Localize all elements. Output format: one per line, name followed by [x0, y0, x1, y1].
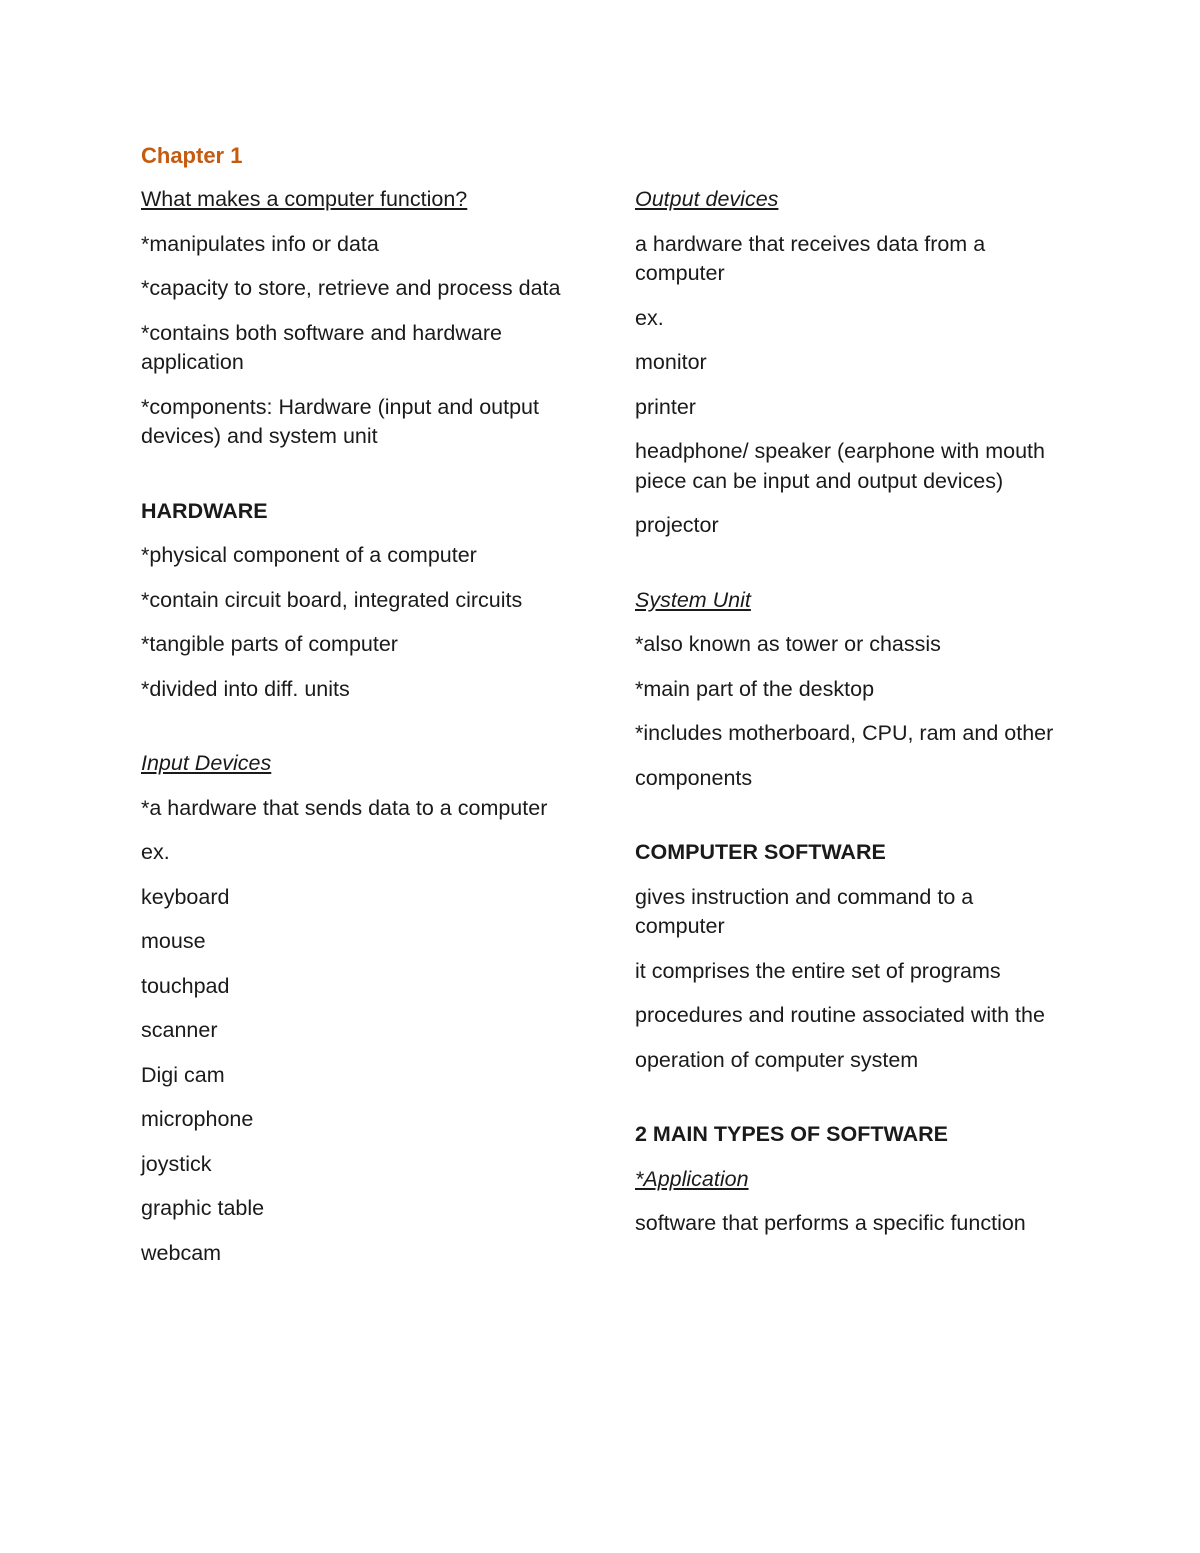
input-devices-subheading: Input Devices	[141, 751, 272, 775]
list-item: printer	[635, 394, 696, 419]
chapter-title: Chapter 1	[141, 143, 243, 168]
list-item: scanner	[141, 1018, 218, 1042]
left-column	[141, 185, 571, 1268]
bullet-item: *contains both software and hardware application	[141, 320, 502, 374]
list-item: microphone	[141, 1107, 254, 1131]
list-item: headphone/ speaker (earphone with mouth piece can be input and output devices)	[635, 439, 1045, 493]
software-types-heading: 2 MAIN TYPES OF SOFTWARE	[635, 1122, 948, 1146]
bullet-item: *components: Hardware (input and output devices) and system unit	[141, 394, 539, 448]
list-item: touchpad	[141, 973, 230, 998]
list-item: operation of computer system	[635, 1047, 919, 1072]
list-item: a hardware that receives data from a computer	[635, 231, 986, 285]
output-devices-subheading: Output devices	[635, 187, 779, 211]
bullet-item: *tangible parts of computer	[141, 632, 398, 656]
list-item: graphic table	[141, 1196, 265, 1220]
application-subheading: *Application	[635, 1166, 749, 1191]
list-item: software that performs a specific function	[635, 1211, 1026, 1235]
list-item: ex.	[141, 840, 170, 864]
computer-software-heading: COMPUTER SOFTWARE	[635, 840, 886, 864]
list-item: it comprises the entire set of programs	[635, 958, 1001, 983]
question-heading: What makes a computer function?	[141, 187, 468, 211]
list-item: ex.	[635, 305, 664, 330]
bullet-item: *divided into diff. units	[141, 676, 350, 701]
right-column	[635, 185, 1055, 1239]
system-unit-subheading: System Unit	[635, 587, 751, 612]
list-item: joystick	[141, 1151, 212, 1176]
list-item: keyboard	[141, 884, 230, 909]
list-item: webcam	[141, 1240, 222, 1265]
bullet-item: *manipulates info or data	[141, 231, 379, 256]
list-item: components	[635, 765, 753, 790]
bullet-item: *contain circuit board, integrated circuits	[141, 587, 523, 612]
list-item: procedures and routine associated with the	[635, 1003, 1045, 1027]
bullet-item: *also known as tower or chassis	[635, 632, 941, 656]
bullet-item: *main part of the desktop	[635, 676, 875, 701]
list-item: mouse	[141, 929, 206, 953]
bullet-item: *includes motherboard, CPU, ram and other	[635, 721, 1054, 745]
bullet-item: *capacity to store, retrieve and process data	[141, 276, 561, 300]
list-item: *a hardware that sends data to a computer	[141, 795, 548, 820]
list-item: Digi cam	[141, 1062, 225, 1087]
list-item: projector	[635, 513, 719, 537]
bullet-item: *physical component of a computer	[141, 543, 477, 567]
hardware-heading: HARDWARE	[141, 498, 268, 523]
list-item: gives instruction and command to a computer	[635, 884, 974, 938]
list-item: monitor	[635, 350, 707, 374]
